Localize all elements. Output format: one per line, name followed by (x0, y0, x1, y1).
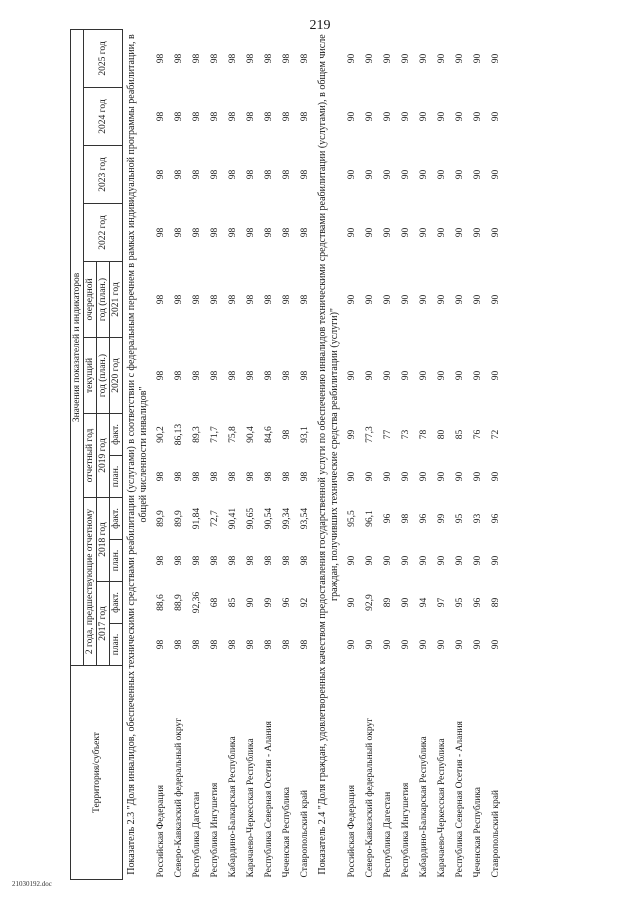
current-year-header: текущий (84, 338, 97, 414)
footer-filename: 21030192.doc (12, 880, 52, 888)
table-row (296, 29, 314, 879)
rotated-table-page (70, 30, 570, 880)
year-2018-header: 2018 год (97, 498, 110, 582)
value-cell: 90 (419, 471, 429, 482)
territory-name: Республика Дагестан (192, 791, 202, 878)
plan-2019-header: план. (110, 456, 123, 498)
table-row (397, 29, 415, 879)
value-cell: 75,8 (228, 426, 238, 443)
territory-name: Карачаево-Черкесская Республика (246, 738, 256, 878)
value-cell: 94 (419, 597, 429, 608)
territory-name: Северо-Кавказский федеральный округ (174, 717, 184, 878)
value-cell: 98 (282, 53, 292, 64)
value-cell: 98 (228, 169, 238, 180)
value-cell: 98 (210, 294, 220, 305)
value-cell: 90 (491, 294, 501, 305)
value-cell: 98 (264, 169, 274, 180)
value-cell: 80 (437, 429, 447, 440)
value-cell: 76 (473, 429, 483, 440)
value-cell: 98 (282, 471, 292, 482)
value-cell: 98 (264, 471, 274, 482)
value-cell: 98 (228, 639, 238, 650)
value-cell: 98 (300, 370, 310, 381)
value-cell: 98 (300, 471, 310, 482)
territory-name: Кабардино-Балкарская Республика (228, 736, 238, 878)
value-cell: 88,6 (156, 594, 166, 611)
value-cell: 98 (192, 639, 202, 650)
year-2019-header: 2019 год (97, 414, 110, 498)
value-cell: 98 (282, 370, 292, 381)
value-cell: 98 (246, 370, 256, 381)
page-number: 219 (309, 18, 331, 33)
value-cell: 90,41 (228, 507, 238, 530)
value-cell: 93 (473, 513, 483, 524)
value-cell: 90 (491, 471, 501, 482)
value-cell: 98 (210, 471, 220, 482)
value-cell: 89,3 (192, 426, 202, 443)
table-row (487, 29, 505, 879)
year-2024-header: 2024 год (84, 88, 123, 146)
value-cell: 90 (491, 555, 501, 566)
value-cell: 77,3 (365, 426, 375, 443)
value-cell: 90 (401, 471, 411, 482)
value-cell: 90 (455, 111, 465, 122)
value-cell: 90 (437, 53, 447, 64)
year-2022-header: 2022 год (84, 204, 123, 262)
value-cell: 98 (246, 169, 256, 180)
value-cell: 90 (473, 227, 483, 238)
table-row (343, 29, 361, 879)
value-cell: 90 (473, 639, 483, 650)
territory-name: Российская Федерация (347, 785, 357, 878)
value-cell: 90 (383, 169, 393, 180)
value-cell: 98 (228, 294, 238, 305)
value-cell: 98 (156, 294, 166, 305)
territory-name: Ставропольский край (491, 789, 501, 878)
value-cell: 86,13 (174, 423, 184, 446)
value-cell: 71,7 (210, 426, 220, 443)
value-cell: 90 (491, 169, 501, 180)
value-cell: 90,65 (246, 507, 256, 530)
value-cell: 90 (347, 111, 357, 122)
value-cell: 90 (347, 597, 357, 608)
table-row (170, 29, 188, 879)
value-cell: 98 (192, 169, 202, 180)
value-cell: 98 (174, 53, 184, 64)
value-cell: 90 (365, 370, 375, 381)
value-cell: 98 (300, 227, 310, 238)
value-cell: 93,54 (300, 507, 310, 530)
value-cell: 90 (383, 471, 393, 482)
value-cell: 90 (419, 111, 429, 122)
value-cell: 90 (401, 53, 411, 64)
value-cell: 90 (473, 169, 483, 180)
value-cell: 89 (491, 597, 501, 608)
value-cell: 90 (473, 471, 483, 482)
value-cell: 88,9 (174, 594, 184, 611)
value-cell: 93,1 (300, 426, 310, 443)
territory-name: Северо-Кавказский федеральный округ (365, 717, 375, 878)
value-cell: 90 (401, 294, 411, 305)
value-cell: 84,6 (264, 426, 274, 443)
value-cell: 90 (383, 555, 393, 566)
value-cell: 98 (282, 227, 292, 238)
value-cell: 98 (174, 555, 184, 566)
value-cell: 98 (264, 370, 274, 381)
value-cell: 72 (491, 429, 501, 440)
value-cell: 98 (300, 294, 310, 305)
value-cell: 90 (455, 169, 465, 180)
value-cell: 98 (210, 53, 220, 64)
value-cell: 98 (246, 111, 256, 122)
territory-name: Республика Северная Осетия - Алания (455, 721, 465, 878)
fact-2019-header: факт. (110, 414, 123, 456)
value-cell: 90 (419, 169, 429, 180)
value-cell: 98 (300, 555, 310, 566)
value-cell: 90 (401, 111, 411, 122)
value-cell: 98 (300, 53, 310, 64)
value-cell: 98 (156, 53, 166, 64)
value-cell: 90 (365, 169, 375, 180)
value-cell: 90 (419, 227, 429, 238)
value-cell: 98 (228, 53, 238, 64)
value-cell: 98 (192, 294, 202, 305)
value-cell: 73 (401, 429, 411, 440)
table-row (242, 29, 260, 879)
table-row (206, 29, 224, 879)
value-cell: 85 (228, 597, 238, 608)
value-cell: 98 (228, 471, 238, 482)
value-cell: 90 (365, 53, 375, 64)
territory-name: Республика Ингушетия (210, 782, 220, 878)
indicator-2-3-caption: Показатель 2.3 "Доля инвалидов, обеспеченных техническими средствами реабилитации (услугами) в соответствии с федеральным перечнем в рамках индивидуальной программы реабилитации, в общей численности инвалидов" (126, 34, 149, 875)
value-cell: 98 (264, 555, 274, 566)
value-cell: 98 (300, 639, 310, 650)
value-cell: 98 (156, 639, 166, 650)
value-cell: 98 (264, 53, 274, 64)
value-cell: 90 (365, 555, 375, 566)
value-cell: 98 (210, 111, 220, 122)
value-cell: 90 (455, 53, 465, 64)
value-cell: 90 (365, 111, 375, 122)
value-cell: 96 (383, 513, 393, 524)
value-cell: 96 (491, 513, 501, 524)
value-cell: 90 (491, 53, 501, 64)
value-cell: 90 (347, 639, 357, 650)
value-cell: 96,1 (365, 510, 375, 527)
table-row (224, 29, 242, 879)
territory-name: Республика Дагестан (383, 791, 393, 878)
value-cell: 98 (156, 370, 166, 381)
table-row (451, 29, 469, 879)
value-cell: 92,9 (365, 594, 375, 611)
value-cell: 90 (473, 555, 483, 566)
value-cell: 98 (300, 111, 310, 122)
report-year-header: отчетный год (84, 414, 97, 498)
indicators-table (70, 29, 505, 880)
value-cell: 98 (300, 169, 310, 180)
value-cell: 98 (174, 471, 184, 482)
value-cell: 90 (365, 639, 375, 650)
value-cell: 98 (282, 111, 292, 122)
value-cell: 90 (401, 169, 411, 180)
value-cell: 95 (455, 597, 465, 608)
value-cell: 98 (264, 227, 274, 238)
value-cell: 77 (383, 429, 393, 440)
table-row (278, 29, 296, 879)
value-cell: 98 (246, 639, 256, 650)
value-cell: 90 (419, 555, 429, 566)
value-cell: 98 (174, 227, 184, 238)
value-cell: 98 (282, 639, 292, 650)
value-cell: 98 (156, 111, 166, 122)
value-cell: 98 (282, 555, 292, 566)
value-cell: 98 (210, 555, 220, 566)
value-cell: 90 (455, 639, 465, 650)
value-cell: 90 (437, 555, 447, 566)
table-row (433, 29, 451, 879)
value-cell: 90 (437, 370, 447, 381)
value-cell: 89 (383, 597, 393, 608)
value-cell: 90 (347, 227, 357, 238)
value-cell: 90 (383, 111, 393, 122)
value-cell: 90 (491, 227, 501, 238)
indicators-header: Значения показателей и индикаторов (71, 29, 84, 665)
value-cell: 98 (264, 294, 274, 305)
value-cell: 98 (282, 294, 292, 305)
value-cell: 90 (347, 471, 357, 482)
table-row (152, 29, 170, 879)
value-cell: 99 (264, 597, 274, 608)
territory-name: Российская Федерация (156, 785, 166, 878)
territory-name: Республика Ингушетия (401, 782, 411, 878)
value-cell: 90,4 (246, 426, 256, 443)
value-cell: 85 (455, 429, 465, 440)
value-cell: 97 (437, 597, 447, 608)
value-cell: 98 (156, 169, 166, 180)
year-2023-header: 2023 год (84, 146, 123, 204)
value-cell: 95,5 (347, 510, 357, 527)
value-cell: 90 (347, 169, 357, 180)
value-cell: 98 (246, 294, 256, 305)
table-row (188, 29, 206, 879)
value-cell: 98 (210, 639, 220, 650)
value-cell: 90 (455, 555, 465, 566)
value-cell: 90 (401, 370, 411, 381)
value-cell: 96 (419, 513, 429, 524)
value-cell: 98 (246, 53, 256, 64)
value-cell: 90 (383, 370, 393, 381)
value-cell: 90 (401, 555, 411, 566)
value-cell: 90 (419, 294, 429, 305)
value-cell: 98 (192, 471, 202, 482)
territory-name: Республика Северная Осетия - Алания (264, 721, 274, 878)
territory-header: Территория/субъект (71, 666, 123, 880)
value-cell: 98 (228, 111, 238, 122)
value-cell: 98 (210, 370, 220, 381)
prev-years-header: 2 года, предшествующие отчетному (84, 498, 97, 666)
value-cell: 98 (210, 169, 220, 180)
current-plan-header: год (план.) (97, 338, 110, 414)
value-cell: 98 (192, 53, 202, 64)
territory-name: Чеченская Республика (473, 786, 483, 878)
value-cell: 90 (473, 370, 483, 381)
value-cell: 90 (455, 370, 465, 381)
territory-name: Карачаево-Черкесская Республика (437, 738, 447, 878)
value-cell: 98 (174, 111, 184, 122)
value-cell: 90 (347, 370, 357, 381)
value-cell: 99,34 (282, 507, 292, 530)
value-cell: 90 (491, 370, 501, 381)
value-cell: 90 (437, 471, 447, 482)
value-cell: 98 (246, 555, 256, 566)
value-cell: 90 (419, 370, 429, 381)
value-cell: 98 (192, 111, 202, 122)
table-row (379, 29, 397, 879)
value-cell: 90 (419, 53, 429, 64)
value-cell: 98 (174, 169, 184, 180)
value-cell: 92 (300, 597, 310, 608)
value-cell: 98 (156, 471, 166, 482)
value-cell: 96 (282, 597, 292, 608)
value-cell: 89,9 (156, 510, 166, 527)
year-2017-header: 2017 год (97, 582, 110, 666)
value-cell: 98 (228, 555, 238, 566)
value-cell: 90 (437, 227, 447, 238)
value-cell: 98 (401, 513, 411, 524)
value-cell: 90 (437, 294, 447, 305)
value-cell: 90 (419, 639, 429, 650)
value-cell: 98 (246, 227, 256, 238)
value-cell: 90 (491, 111, 501, 122)
value-cell: 90 (455, 294, 465, 305)
value-cell: 90 (347, 53, 357, 64)
value-cell: 90 (455, 471, 465, 482)
value-cell: 91,84 (192, 507, 202, 530)
value-cell: 98 (282, 169, 292, 180)
value-cell: 98 (192, 227, 202, 238)
value-cell: 68 (210, 597, 220, 608)
value-cell: 90 (473, 294, 483, 305)
value-cell: 98 (174, 370, 184, 381)
value-cell: 99 (437, 513, 447, 524)
value-cell: 95 (455, 513, 465, 524)
value-cell: 99 (347, 429, 357, 440)
value-cell: 90 (491, 639, 501, 650)
value-cell: 90 (455, 227, 465, 238)
value-cell: 90 (383, 639, 393, 650)
value-cell: 90 (246, 597, 256, 608)
value-cell: 90 (347, 555, 357, 566)
fact-2018-header: факт. (110, 498, 123, 540)
value-cell: 98 (210, 227, 220, 238)
value-cell: 98 (174, 639, 184, 650)
value-cell: 98 (174, 294, 184, 305)
value-cell: 90,2 (156, 426, 166, 443)
value-cell: 90 (401, 597, 411, 608)
value-cell: 90 (383, 227, 393, 238)
value-cell: 98 (246, 471, 256, 482)
value-cell: 90 (401, 639, 411, 650)
value-cell: 96 (473, 597, 483, 608)
indicator-2-4-caption: Показатель 2.4 "Доля граждан, удовлетворенных качеством предоставления государственной услуги по обеспечению инвалидов техническими средствами реабилитации (услугами), в общем числе граждан, получивших технические средства реабилитации (услуги)" (317, 34, 340, 875)
value-cell: 90 (365, 294, 375, 305)
value-cell: 90 (365, 471, 375, 482)
value-cell: 90 (473, 53, 483, 64)
value-cell: 90 (437, 169, 447, 180)
value-cell: 98 (192, 370, 202, 381)
value-cell: 90 (473, 111, 483, 122)
plan-2018-header: план. (110, 540, 123, 582)
value-cell: 90 (365, 227, 375, 238)
value-cell: 98 (156, 555, 166, 566)
value-cell: 90 (383, 294, 393, 305)
next-year-header: очередной (84, 262, 97, 338)
year-2021-header: 2021 год (110, 262, 123, 338)
value-cell: 98 (228, 227, 238, 238)
value-cell: 98 (264, 639, 274, 650)
table-row (361, 29, 379, 879)
value-cell: 98 (264, 111, 274, 122)
table-row (415, 29, 433, 879)
year-2025-header: 2025 год (84, 29, 123, 87)
value-cell: 90 (383, 53, 393, 64)
value-cell: 72,7 (210, 510, 220, 527)
value-cell: 98 (192, 555, 202, 566)
value-cell: 90,54 (264, 507, 274, 530)
value-cell: 78 (419, 429, 429, 440)
value-cell: 90 (401, 227, 411, 238)
value-cell: 98 (282, 429, 292, 440)
fact-2017-header: факт. (110, 582, 123, 624)
next-plan-header: год (план.) (97, 262, 110, 338)
value-cell: 90 (347, 294, 357, 305)
value-cell: 90 (437, 639, 447, 650)
year-2020-header: 2020 год (110, 338, 123, 414)
territory-name: Чеченская Республика (282, 786, 292, 878)
value-cell: 89,9 (174, 510, 184, 527)
table-row (260, 29, 278, 879)
territory-name: Ставропольский край (300, 789, 310, 878)
value-cell: 90 (437, 111, 447, 122)
territory-name: Кабардино-Балкарская Республика (419, 736, 429, 878)
plan-2017-header: план. (110, 624, 123, 666)
value-cell: 98 (228, 370, 238, 381)
value-cell: 92,36 (192, 591, 202, 614)
value-cell: 98 (156, 227, 166, 238)
table-row (469, 29, 487, 879)
